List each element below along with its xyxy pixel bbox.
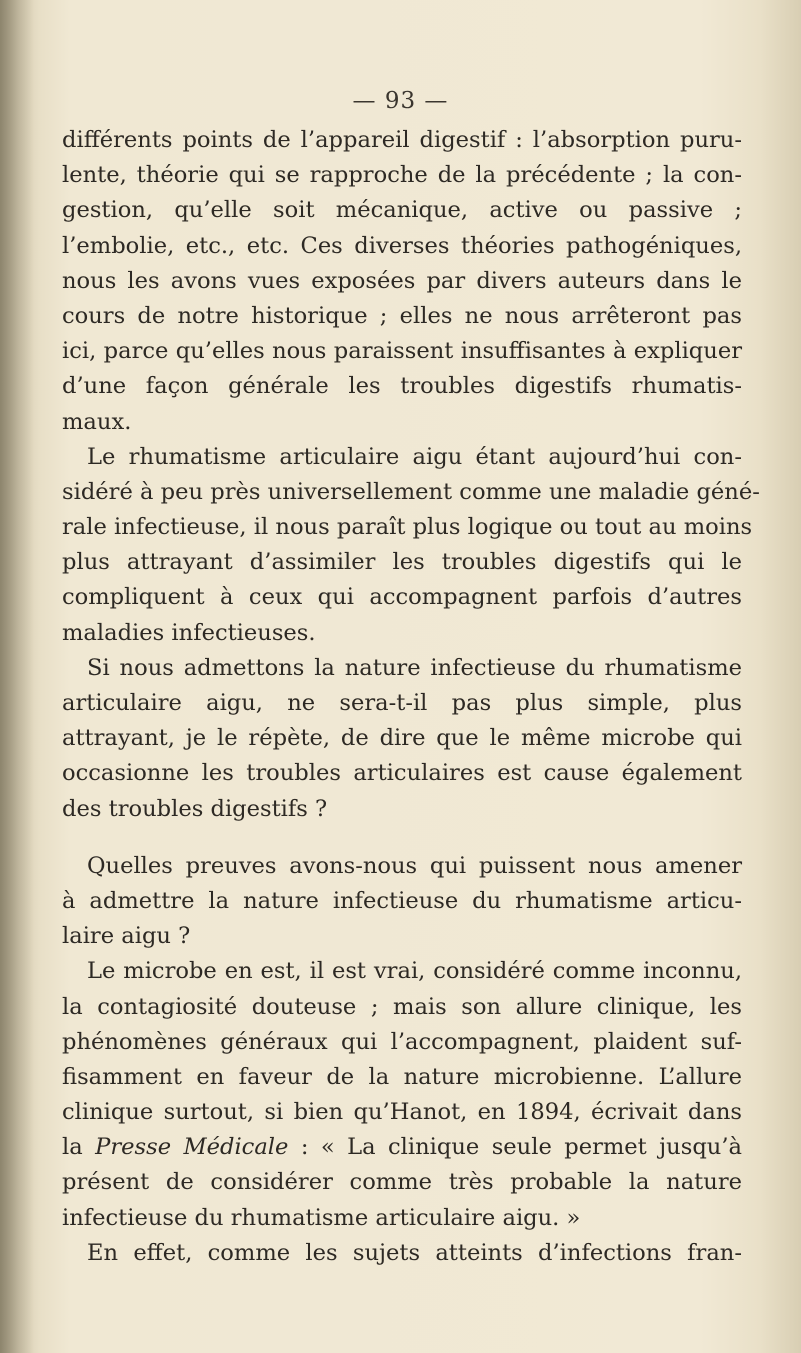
spine-shadow (0, 0, 34, 1353)
text-line: à admettre la nature infectieuse du rhumatisme articu- (62, 887, 742, 914)
text-line: phénomènes généraux qui l’accompagnent, plaident suf- (62, 1028, 742, 1055)
text-line: articulaire aigu, ne sera-t-il pas plus simple, plus (62, 690, 742, 716)
text-line: des troubles digestifs ? (62, 795, 328, 822)
text-line: lente, théorie qui se rapproche de la précédente ; la con- (62, 162, 742, 189)
body-text (62, 123, 760, 1271)
text-line: ici, parce qu’elles nous paraissent insuffisantes à expliquer (62, 338, 742, 365)
text-line: Si nous admettons la nature infectieuse du rhumatisme (87, 654, 742, 681)
citation-after: : « La clinique seule permet jusqu’à (288, 1134, 742, 1161)
paragraph-gap (62, 827, 742, 849)
paragraph-5 (62, 954, 742, 1236)
text-line: compliquent à ceux qui accompagnent parfois d’autres (62, 584, 742, 611)
paragraph-4 (62, 849, 742, 955)
text-line: Quelles preuves avons-nous qui puissent nous amener (87, 852, 742, 879)
paragraph-2 (62, 440, 760, 651)
text-line: d’une façon générale les troubles digestifs rhumatis- (62, 373, 742, 400)
text-line: la contagiosité douteuse ; mais son allure clinique, les (62, 993, 742, 1020)
text-line: l’embolie, etc., etc. Ces diverses théories pathogéniques, (62, 232, 742, 259)
text-line: laire aigu ? (62, 923, 191, 950)
text-line: maladies infectieuses. (62, 619, 316, 646)
paragraph-6 (62, 1236, 742, 1271)
text-line: fisamment en faveur de la nature microbienne. L’allure (62, 1063, 742, 1090)
text-line: infectieuse du rhumatisme articulaire aigu. » (62, 1204, 581, 1231)
text-line: En effet, comme les sujets atteints d’infections fran- (87, 1239, 742, 1266)
text-line: nous les avons vues exposées par divers auteurs dans le (62, 267, 742, 294)
paragraph-3 (62, 651, 742, 827)
citation-line (62, 1130, 742, 1165)
text-line: plus attrayant d’assimiler les troubles digestifs qui le (62, 549, 742, 576)
text-line: présent de considérer comme très probable la nature (62, 1169, 742, 1196)
page-number: — 93 — (352, 88, 449, 114)
journal-title: Presse Médicale (95, 1134, 289, 1161)
text-line: attrayant, je le répète, de dire que le même microbe qui (62, 725, 742, 752)
citation-before: la (62, 1134, 96, 1161)
text-line: maux. (62, 408, 132, 435)
text-line: cours de notre historique ; elles ne nous arrêteront pas (62, 302, 742, 329)
text-line: rale infectieuse, il nous paraît plus logique ou tout au moins (62, 514, 753, 541)
paragraph-1 (62, 123, 742, 440)
text-line: Le rhumatisme articulaire aigu étant aujourd’hui con- (87, 443, 742, 470)
text-line: clinique surtout, si bien qu’Hanot, en 1894, écrivait dans (62, 1099, 742, 1126)
text-line: sidéré à peu près universellement comme une maladie géné- (62, 478, 760, 505)
text-line: différents points de l’appareil digestif : l’absorption puru- (62, 127, 742, 153)
text-line: occasionne les troubles articulaires est cause également (62, 760, 742, 787)
text-line: Le microbe en est, il est vrai, considéré comme inconnu, (87, 958, 742, 985)
text-line: gestion, qu’elle soit mécanique, active ou passive ; (62, 197, 742, 224)
